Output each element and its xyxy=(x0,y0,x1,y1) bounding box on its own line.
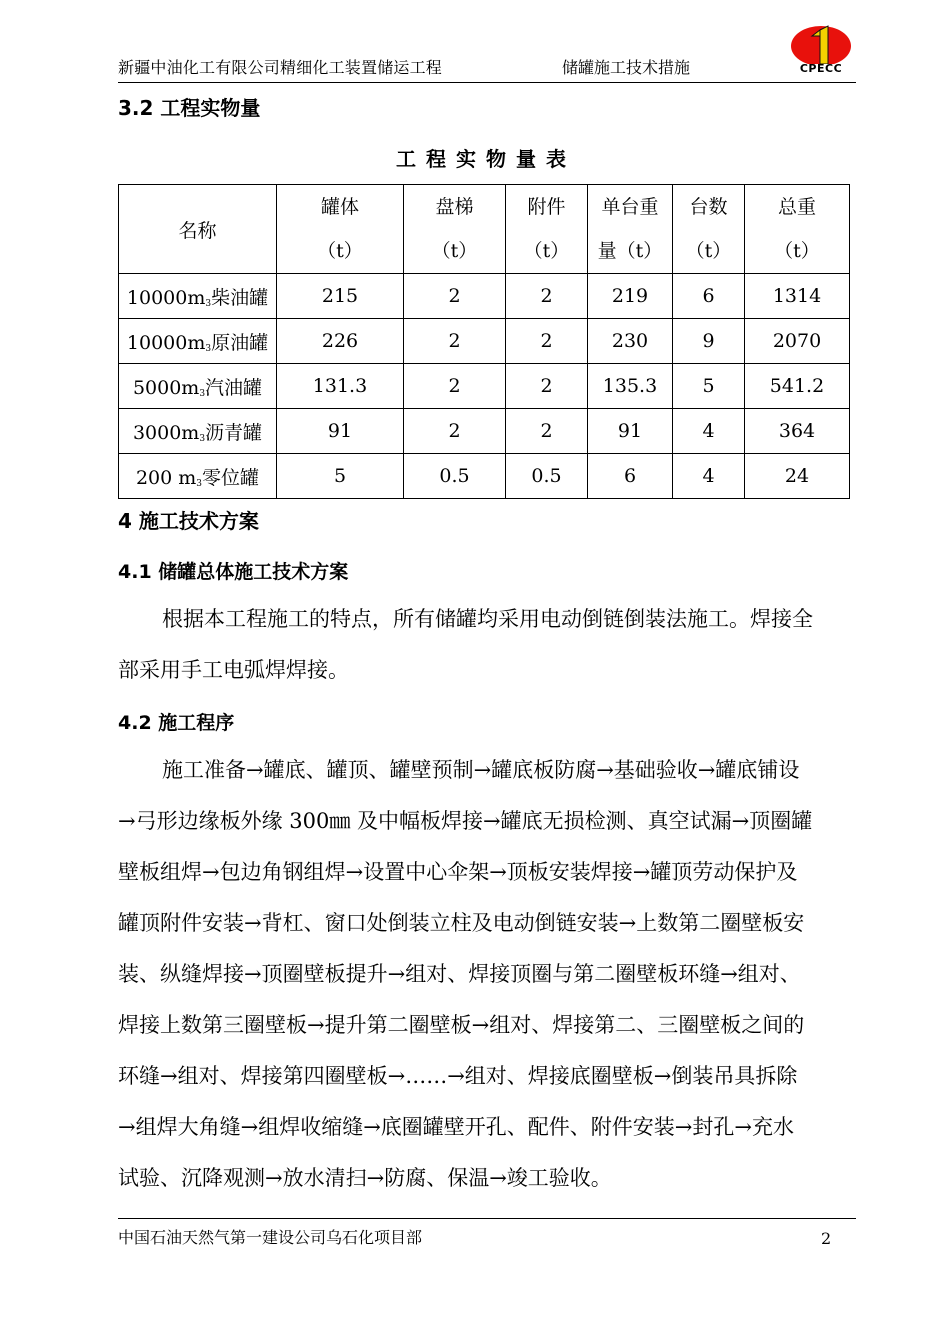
table-cell: 2070 xyxy=(745,319,850,364)
header-document-title: 储罐施工技术措施 xyxy=(562,58,691,77)
paragraph-line: 罐顶附件安装→背杠、窗口处倒装立柱及电动倒链安装→上数第二圈壁板安 xyxy=(118,911,805,935)
header-cell-stair: 盘梯 （t） xyxy=(404,185,506,274)
paragraph-line: 部采用手工电弧焊焊接。 xyxy=(118,658,349,682)
table-cell: 2 xyxy=(404,274,506,319)
table-cell: 2 xyxy=(506,364,588,409)
header-cell-total-weight: 总重 （t） xyxy=(745,185,850,274)
table-cell: 541.2 xyxy=(745,364,850,409)
tank-name-cell: $5000m^3$汽油罐 xyxy=(119,364,277,409)
table-row xyxy=(119,409,850,454)
table-cell: 0.5 xyxy=(404,454,506,499)
table-cell: 5 xyxy=(277,454,404,499)
table-cell: 0.5 xyxy=(506,454,588,499)
logo-text: CPECC xyxy=(799,62,843,75)
header-cell-unit-weight: 单台重 量（t） xyxy=(588,185,673,274)
table-cell: 2 xyxy=(404,364,506,409)
table-cell: 9 xyxy=(673,319,745,364)
tank-name-cell: $10000m^3$柴油罐 xyxy=(119,274,277,319)
quantity-table xyxy=(118,184,850,499)
table-cell: 4 xyxy=(673,454,745,499)
table-row xyxy=(119,274,850,319)
header-project-title: 新疆中油化工有限公司精细化工装置储运工程 xyxy=(118,58,443,77)
table-cell: 2 xyxy=(506,274,588,319)
paragraph-line: →弓形边缘板外缘 300㎜ 及中幅板焊接→罐底无损检测、真空试漏→顶圈罐 xyxy=(118,809,813,833)
table-cell: 4 xyxy=(673,409,745,454)
paragraph-line: 焊接上数第三圈壁板→提升第二圈壁板→组对、焊接第二、三圈壁板之间的 xyxy=(118,1013,805,1037)
header-cell-attachments: 附件 （t） xyxy=(506,185,588,274)
section-4-2-paragraph xyxy=(118,745,856,1204)
footer-organization: 中国石油天然气第一建设公司乌石化项目部 xyxy=(118,1228,423,1247)
table-cell: 91 xyxy=(588,409,673,454)
table-cell: 230 xyxy=(588,319,673,364)
table-cell: 6 xyxy=(588,454,673,499)
section-4-1-paragraph xyxy=(118,594,856,696)
paragraph-line: 试验、沉降观测→放水清扫→防腐、保温→竣工验收。 xyxy=(118,1166,612,1190)
table-cell: 131.3 xyxy=(277,364,404,409)
table-title: 工程实物量表 xyxy=(396,147,576,171)
table-cell: 2 xyxy=(404,319,506,364)
cpecc-logo xyxy=(784,24,858,78)
paragraph-line: 装、纵缝焊接→顶圈壁板提升→组对、焊接顶圈与第二圈壁板环缝→组对、 xyxy=(118,962,801,986)
table-cell: 91 xyxy=(277,409,404,454)
table-cell: 1314 xyxy=(745,274,850,319)
paragraph-line: 施工准备→罐底、罐顶、罐壁预制→罐底板防腐→基础验收→罐底铺设 xyxy=(162,758,800,782)
paragraph-line: →组焊大角缝→组焊收缩缝→底圈罐壁开孔、配件、附件安装→封孔→充水 xyxy=(118,1115,794,1139)
footer-rule xyxy=(118,1218,856,1219)
section-4-1-title: 4.1 储罐总体施工技术方案 xyxy=(118,561,349,583)
header-cell-count: 台数 （t） xyxy=(673,185,745,274)
table-cell: 2 xyxy=(404,409,506,454)
table-row xyxy=(119,454,850,499)
paragraph-line: 环缝→组对、焊接第四圈壁板→……→组对、焊接底圈壁板→倒装吊具拆除 xyxy=(118,1064,798,1088)
tank-name-cell: 200 $m^3$零位罐 xyxy=(119,454,277,499)
table-cell: 364 xyxy=(745,409,850,454)
tank-name-cell: $3000m^3$沥青罐 xyxy=(119,409,277,454)
table-cell: 135.3 xyxy=(588,364,673,409)
table-cell: 219 xyxy=(588,274,673,319)
table-cell: 24 xyxy=(745,454,850,499)
table-row xyxy=(119,319,850,364)
page-number: 2 xyxy=(821,1229,832,1248)
paragraph-line: 壁板组焊→包边角钢组焊→设置中心伞架→顶板安装焊接→罐顶劳动保护及 xyxy=(118,860,798,884)
table-cell: 6 xyxy=(673,274,745,319)
header-rule xyxy=(118,82,856,83)
tank-name-cell: $10000m^3$原油罐 xyxy=(119,319,277,364)
table-cell: 2 xyxy=(506,409,588,454)
table-header-row xyxy=(119,185,850,274)
table-cell: 2 xyxy=(506,319,588,364)
table-cell: 5 xyxy=(673,364,745,409)
table-row xyxy=(119,364,850,409)
header-cell-tank-body: 罐体 （t） xyxy=(277,185,404,274)
section-4-2-title: 4.2 施工程序 xyxy=(118,712,235,734)
header-cell-name: 名称 xyxy=(119,185,277,274)
paragraph-line: 根据本工程施工的特点，所有储罐均采用电动倒链倒装法施工。焊接全 xyxy=(162,607,813,631)
section-3-2-title: 3.2 工程实物量 xyxy=(118,96,261,120)
table-cell: 226 xyxy=(277,319,404,364)
section-4-title: 4 施工技术方案 xyxy=(118,509,259,533)
table-cell: 215 xyxy=(277,274,404,319)
